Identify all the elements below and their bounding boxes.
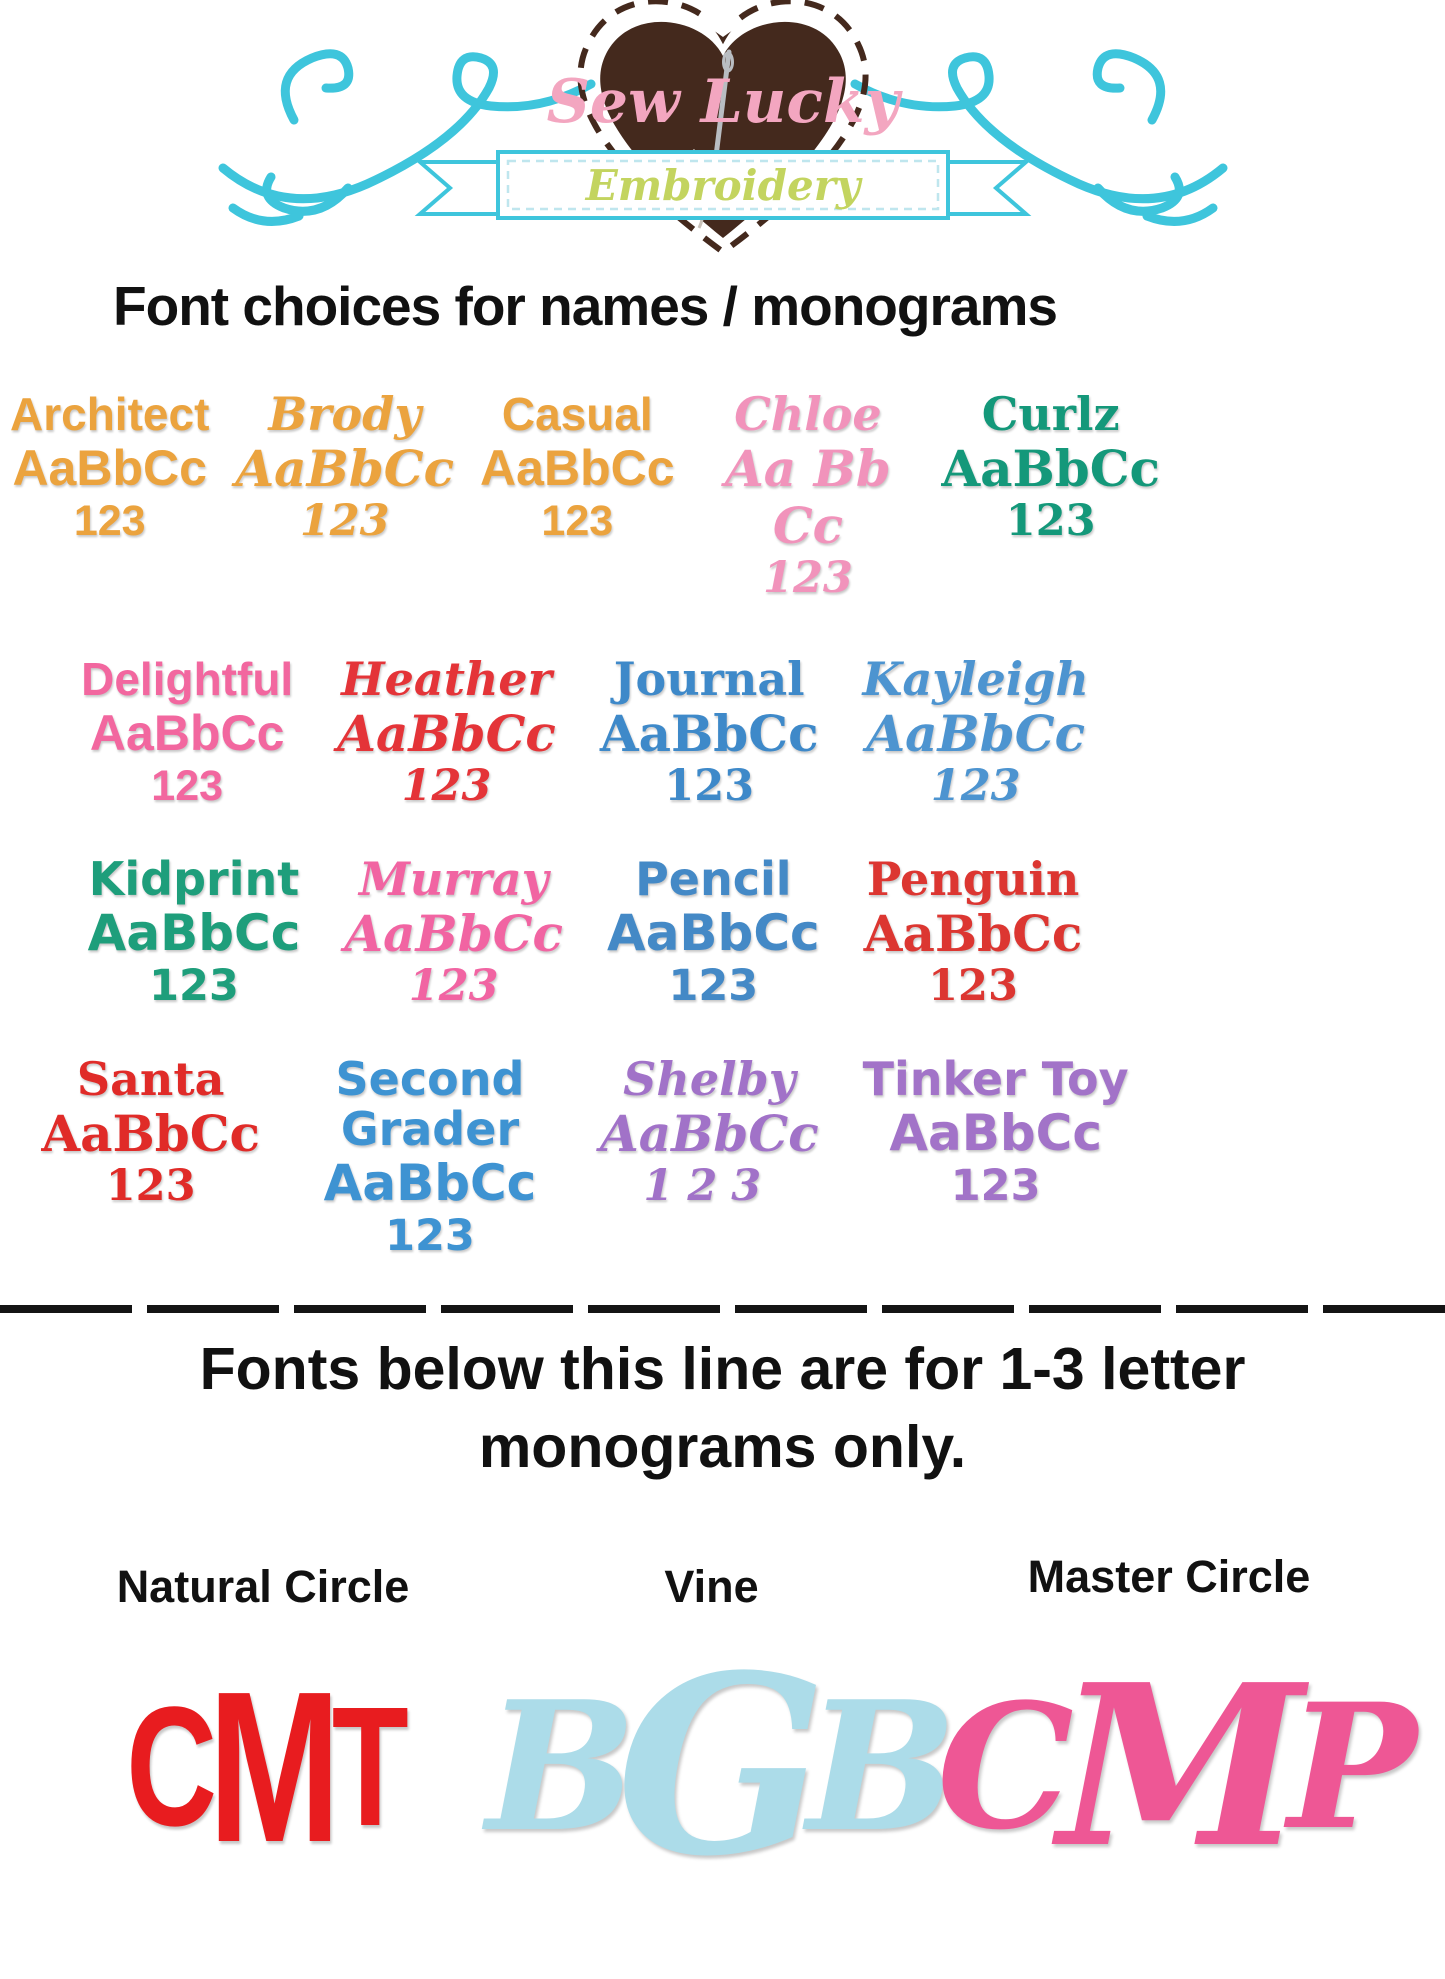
font-sample-text: AaBbCc (12, 439, 207, 496)
monogram-natural-circle (40, 1561, 486, 1895)
monogram-letters-natural-circle (98, 1639, 428, 1895)
heart-notch (706, 12, 740, 37)
font-name: Casual (501, 388, 653, 440)
font-sample-text: AaBbCc (889, 1104, 1102, 1162)
font-name: Chloe (734, 387, 882, 441)
logo-header (0, 0, 1445, 258)
monogram-vine (486, 1560, 937, 1911)
font-name: Architect (10, 388, 210, 440)
monogram-letter: M (1057, 1636, 1288, 1897)
monogram-letter: T (331, 1671, 400, 1862)
monogram-label: Master Circle (1027, 1550, 1311, 1602)
section-divider (0, 1305, 1445, 1313)
font-sample-numbers: 123 (668, 960, 759, 1011)
font-name: Delightful (81, 653, 294, 706)
monogram-letter: B (486, 1661, 617, 1871)
font-sample-second-grader (304, 1052, 556, 1261)
monogram-letter: C (126, 1671, 209, 1862)
monogram-letter: B (806, 1661, 937, 1871)
font-sample-numbers: 123 (149, 960, 239, 1011)
font-row-2 (10, 652, 1160, 811)
font-name: Heather (341, 652, 552, 707)
font-sample-numbers: 123 (763, 552, 853, 603)
monogram-letter: C (937, 1664, 1058, 1868)
font-sample-architect (10, 390, 209, 546)
font-name: Santa (76, 1052, 225, 1107)
monogram-letters-master-circle (937, 1636, 1401, 1897)
font-sample-shelby (599, 1052, 819, 1211)
font-sample-numbers: 123 (930, 760, 1021, 811)
font-row-4 (10, 1052, 1160, 1261)
note-line-1: Fonts below this line are for 1-3 letter (199, 1336, 1246, 1403)
font-name: Brody (268, 387, 422, 441)
font-sample-murray (344, 852, 563, 1011)
font-samples (10, 387, 1160, 1261)
font-sample-kidprint (87, 852, 301, 1011)
font-sample-text: Aa Bb Cc (725, 438, 891, 555)
font-sample-text: AaBbCc (480, 439, 675, 496)
font-sample-numbers: 123 (408, 960, 499, 1011)
font-sample-tinker-toy (862, 1052, 1129, 1211)
font-name: Shelby (623, 1052, 796, 1107)
font-name: Murray (358, 852, 549, 907)
font-sample-numbers: 123 (105, 1161, 196, 1211)
monogram-label: Natural Circle (116, 1560, 410, 1612)
font-sample-pencil (607, 852, 820, 1011)
font-sample-numbers: 123 (73, 496, 146, 545)
font-sample-text: AaBbCc (344, 903, 563, 963)
font-name: Tinker Toy (862, 1052, 1129, 1107)
font-sample-kayleigh (862, 652, 1089, 811)
monogram-master-circle (937, 1550, 1401, 1897)
font-sample-brody (235, 387, 455, 546)
font-sample-chloe (701, 387, 916, 603)
monogram-letter: M (208, 1646, 332, 1888)
font-sample-numbers: 123 (151, 761, 224, 810)
brand-subtitle: Embroidery (585, 161, 860, 210)
monogram-samples (0, 1550, 1445, 1911)
font-sample-journal (599, 652, 819, 811)
monogram-note (0, 1331, 1445, 1487)
font-sample-penguin (863, 852, 1083, 1011)
monogram-letters-vine (486, 1621, 937, 1911)
font-name: Kayleigh (862, 652, 1089, 707)
font-sample-numbers: 123 (401, 760, 492, 811)
font-sample-text: AaBbCc (941, 438, 1160, 498)
font-sample-heather (337, 652, 556, 811)
monogram-label: Vine (664, 1560, 759, 1612)
font-sample-numbers: 123 (541, 496, 614, 545)
font-sample-text: AaBbCc (599, 1104, 819, 1163)
font-name: Penguin (866, 852, 1080, 907)
font-sample-text: AaBbCc (235, 438, 455, 498)
font-row-1 (10, 387, 1160, 603)
font-sample-curlz (941, 387, 1160, 546)
font-sample-text: AaBbCc (863, 903, 1083, 963)
banner-ribbon (420, 152, 1026, 218)
sew-lucky-logo (198, 0, 1248, 258)
font-sample-text: AaBbCc (866, 703, 1086, 763)
font-sample-numbers: 123 (1005, 495, 1096, 546)
note-line-2: monograms only. (478, 1413, 967, 1480)
font-sample-text: AaBbCc (87, 903, 301, 962)
page-title: Font choices for names / monograms (113, 275, 1057, 337)
font-sample-text: AaBbCc (41, 1104, 260, 1163)
font-sample-text: AaBbCc (323, 1153, 537, 1212)
font-sample-numbers: 123 (664, 760, 755, 811)
font-sample-text: AaBbCc (599, 703, 819, 763)
font-sample-text: AaBbCc (337, 703, 556, 763)
font-sample-santa (41, 1052, 260, 1211)
font-name: Second Grader (335, 1052, 525, 1156)
font-sample-numbers: 123 (950, 1161, 1041, 1211)
font-sample-numbers: 123 (928, 960, 1018, 1011)
font-sample-numbers: 123 (385, 1210, 475, 1261)
font-row-3 (10, 852, 1160, 1011)
monogram-letter: G (616, 1621, 807, 1911)
font-sample-casual (480, 390, 674, 546)
monogram-letter: P (1287, 1664, 1401, 1868)
font-name: Kidprint (88, 852, 300, 907)
brand-name: Sew Lucky (546, 67, 899, 137)
font-sample-numbers: 123 (643, 1161, 776, 1211)
font-name: Pencil (635, 852, 792, 907)
font-name: Curlz (981, 387, 1120, 441)
font-sample-text: AaBbCc (607, 903, 820, 962)
font-sample-numbers: 123 (299, 495, 390, 546)
font-sample-text: AaBbCc (89, 704, 285, 761)
font-name: Journal (613, 652, 805, 707)
font-sample-delightful (81, 655, 293, 811)
